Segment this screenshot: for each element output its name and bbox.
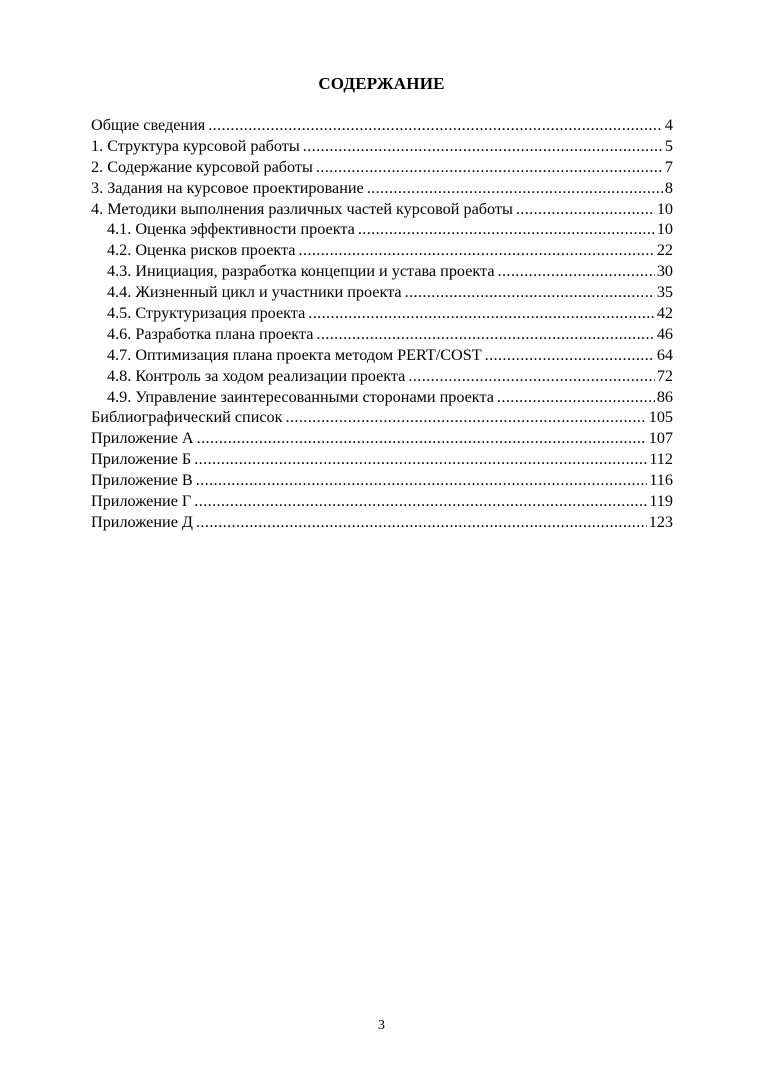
toc-subentry[interactable] [91,303,673,324]
toc-entry[interactable] [91,449,673,470]
toc-dot-leader [286,407,647,428]
toc-entry-label: Библиографический список [91,408,283,427]
toc-entry-label: 4.5. Структуризация проекта [107,304,306,323]
toc-dot-leader [498,261,655,282]
toc-dot-leader [316,157,663,178]
toc-subentry[interactable] [91,324,673,345]
toc-entry-page: 8 [664,178,673,197]
toc-dot-leader [408,366,654,387]
toc-entry-page: 5 [664,136,673,155]
toc-entry[interactable] [91,115,673,136]
toc-entry-page: 107 [648,429,673,448]
toc-entry-label: 1. Структура курсовой работы [91,136,300,155]
toc-entry-page: 119 [649,492,673,511]
toc-entry[interactable] [91,178,673,199]
toc-entry-label: 4. Методики выполнения различных частей курсовой работы [91,199,513,218]
toc-entry-label: Приложение А [91,429,194,448]
toc-entry[interactable] [91,407,673,428]
toc-entry-label: 4.7. Оптимизация плана проекта методом PERT/COST [107,345,482,364]
toc-dot-leader [197,428,647,449]
toc-dot-leader [405,282,655,303]
toc-dot-leader [194,491,647,512]
toc-entry-label: 4.1. Оценка эффективности проекта [107,220,355,239]
toc-subentry[interactable] [91,282,673,303]
toc-subentry[interactable] [91,366,673,387]
toc-entry-label: 4.8. Контроль за ходом реализации проекта [107,366,406,385]
toc-entry-page: 112 [649,450,673,469]
toc-dot-leader [485,345,655,366]
toc-entry-label: 4.4. Жизненный цикл и участники проекта [107,283,402,302]
toc-entry-label: Приложение Г [91,492,192,511]
toc-entry[interactable] [91,470,673,491]
toc-entry-page: 4 [664,116,673,134]
toc-entry-label: 3. Задания на курсовое проектирование [91,178,364,197]
toc-entry-page: 35 [656,283,673,302]
toc-entry-label: 2. Содержание курсовой работы [91,157,313,176]
toc-entry-label: Приложение Б [91,450,192,469]
toc-entry[interactable] [91,491,673,512]
toc-subentry[interactable] [91,240,673,261]
toc-entry-page: 46 [656,324,673,343]
toc-entry-label: Приложение В [91,471,193,490]
toc-subentry[interactable] [91,345,673,366]
toc-entry-page: 42 [656,304,673,323]
toc-subentry[interactable] [91,387,673,408]
toc-dot-leader [516,199,655,220]
toc-entry-page: 123 [648,512,673,531]
toc-dot-leader [196,470,648,491]
toc-entry[interactable] [91,428,673,449]
toc-entry[interactable] [91,136,673,157]
toc-entry-page: 86 [656,387,673,406]
toc-entry-label: 4.3. Инициация, разработка концепции и устава проекта [107,262,495,281]
toc-entry[interactable] [91,157,673,178]
toc-entry-page: 72 [656,366,673,385]
toc-entry-page: 116 [649,471,673,490]
toc-entry[interactable] [91,199,673,220]
toc-entry-page: 10 [656,220,673,239]
toc-entry-page: 30 [656,262,673,281]
toc-dot-leader [196,512,647,533]
toc-dot-leader [194,449,647,470]
toc-dot-leader [497,387,655,408]
page-title: СОДЕРЖАНИЕ [318,74,445,93]
toc-entry[interactable] [91,512,673,533]
toc-entry-label: Приложение Д [91,512,193,531]
table-of-contents [91,115,673,533]
toc-dot-leader [358,219,655,240]
toc-dot-leader [316,324,654,345]
toc-entry-label: 4.6. Разработка плана проекта [107,324,314,343]
toc-entry-page: 105 [648,408,673,427]
toc-dot-leader [308,303,655,324]
toc-entry-label: 4.2. Оценка рисков проекта [107,241,296,260]
toc-entry-page: 7 [664,157,673,176]
toc-subentry[interactable] [91,261,673,282]
toc-dot-leader [299,240,655,261]
toc-dot-leader [208,115,663,136]
toc-dot-leader [303,136,663,157]
toc-entry-label: 4.9. Управление заинтересованными сторонами проекта [107,387,494,406]
toc-entry-page: 10 [656,199,673,218]
toc-entry-page: 22 [656,241,673,260]
page-number: 3 [378,1018,385,1033]
toc-entry-page: 64 [656,345,673,364]
toc-entry-label: Общие сведения [91,116,206,134]
toc-dot-leader [367,178,663,199]
toc-subentry[interactable] [91,219,673,240]
